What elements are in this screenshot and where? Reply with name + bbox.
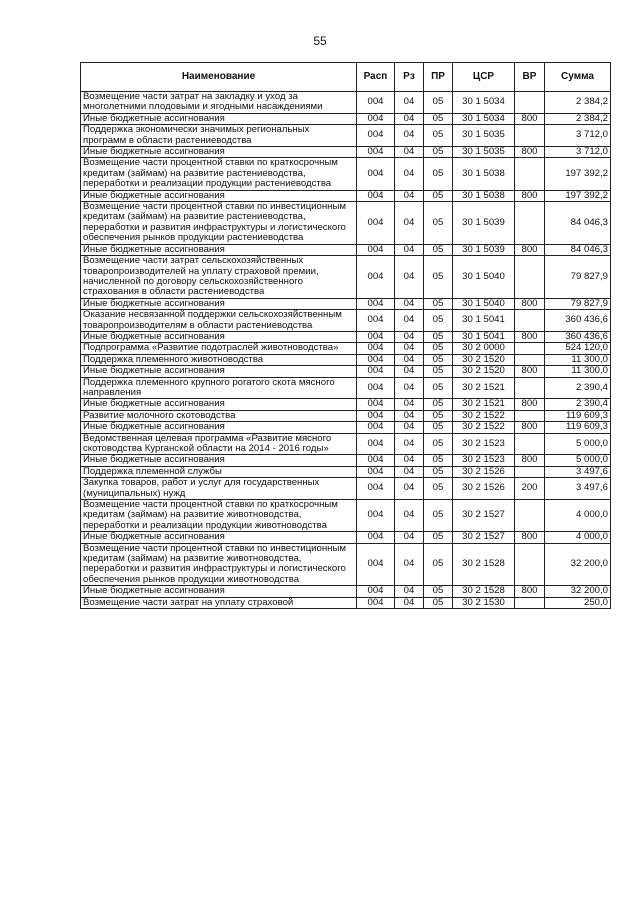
cell-vr: 800 [515,455,545,466]
cell-rz: 04 [395,597,424,608]
cell-sum: 2 390,4 [545,399,611,410]
cell-vr [515,202,545,245]
table-row [81,343,611,354]
cell-rasp: 004 [357,433,395,455]
cell-csr: 30 1 5035 [453,147,515,158]
table-row [81,354,611,365]
cell-rz: 04 [395,331,424,342]
cell-pr: 05 [424,478,453,500]
cell-pr: 05 [424,147,453,158]
cell-rz: 04 [395,298,424,309]
cell-sum: 250,0 [545,597,611,608]
cell-csr: 30 1 5040 [453,298,515,309]
cell-csr: 30 1 5040 [453,256,515,299]
cell-pr: 05 [424,433,453,455]
cell-sum: 32 200,0 [545,543,611,586]
table-row [81,310,611,332]
cell-name: Иные бюджетные ассигнования [81,455,357,466]
cell-sum: 11 300,0 [545,366,611,377]
cell-rz: 04 [395,354,424,365]
cell-rasp: 004 [357,343,395,354]
table-row [81,500,611,532]
cell-pr: 05 [424,190,453,201]
cell-name: Поддержка племенного животноводства [81,354,357,365]
cell-name: Иные бюджетные ассигнования [81,532,357,543]
cell-csr: 30 2 0000 [453,343,515,354]
table-row [81,331,611,342]
cell-csr: 30 2 1521 [453,399,515,410]
cell-name: Возмещение части затрат на уплату страховой [81,597,357,608]
cell-rasp: 004 [357,422,395,433]
cell-name: Возмещение части затрат на закладку и уход за многолетними плодовыми и ягодными насаждениями [81,92,357,114]
cell-rasp: 004 [357,244,395,255]
cell-rasp: 004 [357,92,395,114]
table-row [81,433,611,455]
cell-name: Закупка товаров, работ и услуг для государственных (муниципальных) нужд [81,478,357,500]
table-row [81,366,611,377]
cell-vr [515,500,545,532]
cell-rasp: 004 [357,543,395,586]
cell-csr: 30 2 1526 [453,466,515,477]
cell-name: Возмещение части процентной ставки по краткосрочным кредитам (займам) на развитие животноводства, переработки и реализации продукции животноводства [81,500,357,532]
cell-pr: 05 [424,202,453,245]
cell-rasp: 004 [357,113,395,124]
cell-rz: 04 [395,500,424,532]
cell-name: Иные бюджетные ассигнования [81,399,357,410]
cell-csr: 30 2 1523 [453,455,515,466]
cell-sum: 197 392,2 [545,158,611,190]
cell-name: Развитие молочного скотоводства [81,410,357,421]
cell-sum: 4 000,0 [545,532,611,543]
cell-pr: 05 [424,422,453,433]
cell-csr: 30 1 5039 [453,244,515,255]
cell-csr: 30 1 5034 [453,113,515,124]
table-row [81,92,611,114]
cell-csr: 30 1 5038 [453,190,515,201]
table-row [81,455,611,466]
cell-rasp: 004 [357,366,395,377]
cell-pr: 05 [424,377,453,399]
cell-sum: 524 120,0 [545,343,611,354]
cell-vr [515,125,545,147]
header-name: Наименование [81,63,357,92]
cell-rasp: 004 [357,399,395,410]
cell-rz: 04 [395,586,424,597]
cell-sum: 84 046,3 [545,202,611,245]
cell-sum: 360 436,6 [545,331,611,342]
cell-rz: 04 [395,125,424,147]
cell-pr: 05 [424,158,453,190]
cell-name: Иные бюджетные ассигнования [81,331,357,342]
cell-vr [515,466,545,477]
cell-name: Иные бюджетные ассигнования [81,244,357,255]
cell-rz: 04 [395,543,424,586]
cell-rasp: 004 [357,455,395,466]
table-row [81,478,611,500]
cell-sum: 79 827,9 [545,298,611,309]
cell-name: Возмещение части процентной ставки по инвестиционным кредитам (займам) на развитие растениеводства, переработки и развития инфраструктуры и логистического обеспечения рынков продукции растениеводства [81,202,357,245]
cell-name: Поддержка племенного крупного рогатого скота мясного направления [81,377,357,399]
cell-csr: 30 1 5038 [453,158,515,190]
cell-sum: 360 436,6 [545,310,611,332]
budget-table [80,62,611,609]
table-row [81,202,611,245]
cell-vr [515,354,545,365]
cell-csr: 30 1 5041 [453,310,515,332]
cell-rasp: 004 [357,354,395,365]
cell-rasp: 004 [357,125,395,147]
cell-rasp: 004 [357,532,395,543]
table-row [81,410,611,421]
cell-csr: 30 2 1520 [453,354,515,365]
cell-sum: 197 392,2 [545,190,611,201]
cell-rz: 04 [395,343,424,354]
table-row [81,399,611,410]
cell-pr: 05 [424,455,453,466]
cell-rz: 04 [395,244,424,255]
cell-pr: 05 [424,597,453,608]
cell-rasp: 004 [357,147,395,158]
cell-csr: 30 2 1528 [453,586,515,597]
cell-rasp: 004 [357,158,395,190]
cell-vr [515,256,545,299]
cell-rz: 04 [395,532,424,543]
cell-pr: 05 [424,543,453,586]
cell-sum: 2 384,2 [545,92,611,114]
cell-sum: 4 000,0 [545,500,611,532]
cell-csr: 30 2 1528 [453,543,515,586]
cell-vr [515,543,545,586]
cell-sum: 2 384,2 [545,113,611,124]
cell-rasp: 004 [357,597,395,608]
cell-rz: 04 [395,478,424,500]
cell-vr: 800 [515,298,545,309]
cell-rasp: 004 [357,298,395,309]
cell-rz: 04 [395,202,424,245]
cell-csr: 30 2 1526 [453,478,515,500]
cell-pr: 05 [424,410,453,421]
cell-sum: 3 497,6 [545,478,611,500]
cell-pr: 05 [424,113,453,124]
cell-rz: 04 [395,113,424,124]
cell-vr [515,377,545,399]
cell-vr [515,597,545,608]
table-header-row [81,63,611,92]
cell-sum: 32 200,0 [545,586,611,597]
cell-rz: 04 [395,158,424,190]
cell-pr: 05 [424,354,453,365]
cell-csr: 30 2 1527 [453,532,515,543]
cell-rz: 04 [395,366,424,377]
cell-name: Иные бюджетные ассигнования [81,113,357,124]
cell-rasp: 004 [357,202,395,245]
cell-rasp: 004 [357,256,395,299]
cell-vr: 800 [515,331,545,342]
cell-pr: 05 [424,331,453,342]
cell-name: Иные бюджетные ассигнования [81,147,357,158]
cell-sum: 3 712,0 [545,125,611,147]
cell-pr: 05 [424,92,453,114]
cell-rz: 04 [395,377,424,399]
cell-pr: 05 [424,244,453,255]
page-number: 55 [313,34,327,48]
cell-rasp: 004 [357,190,395,201]
cell-sum: 2 390,4 [545,377,611,399]
cell-vr [515,92,545,114]
cell-vr: 800 [515,190,545,201]
cell-name: Иные бюджетные ассигнования [81,422,357,433]
table-row [81,597,611,608]
cell-name: Оказание несвязанной поддержки сельскохозяйственным товаропроизводителям в области растениеводства [81,310,357,332]
cell-name: Поддержка экономически значимых региональных программ в области растениеводства [81,125,357,147]
cell-csr: 30 2 1522 [453,422,515,433]
cell-sum: 5 000,0 [545,433,611,455]
cell-sum: 3 497,6 [545,466,611,477]
cell-vr [515,410,545,421]
cell-pr: 05 [424,500,453,532]
table-row [81,466,611,477]
table-body [81,92,611,609]
cell-rz: 04 [395,147,424,158]
cell-pr: 05 [424,466,453,477]
table-row [81,532,611,543]
cell-vr: 800 [515,586,545,597]
cell-csr: 30 1 5034 [453,92,515,114]
cell-vr: 800 [515,422,545,433]
header-vr: ВР [515,63,545,92]
cell-csr: 30 2 1521 [453,377,515,399]
cell-csr: 30 1 5035 [453,125,515,147]
cell-rasp: 004 [357,500,395,532]
table-row [81,586,611,597]
header-rz: Рз [395,63,424,92]
cell-rz: 04 [395,256,424,299]
cell-vr [515,158,545,190]
cell-name: Возмещение части затрат сельскохозяйственных товаропроизводителей на уплату страховой премии, начисленной по договору сельскохозяйственного страхования в области растениеводства [81,256,357,299]
cell-vr [515,433,545,455]
cell-vr: 800 [515,366,545,377]
cell-rz: 04 [395,455,424,466]
cell-vr: 800 [515,399,545,410]
header-sum: Сумма [545,63,611,92]
cell-sum: 3 712,0 [545,147,611,158]
cell-rz: 04 [395,466,424,477]
table-row [81,298,611,309]
cell-name: Иные бюджетные ассигнования [81,190,357,201]
cell-name: Ведомственная целевая программа «Развитие мясного скотоводства Курганской области на 2014 - 2016 годы» [81,433,357,455]
cell-pr: 05 [424,399,453,410]
cell-rasp: 004 [357,310,395,332]
cell-rasp: 004 [357,377,395,399]
cell-csr: 30 1 5041 [453,331,515,342]
cell-name: Поддержка племенной службы [81,466,357,477]
table-row [81,190,611,201]
cell-csr: 30 1 5039 [453,202,515,245]
cell-pr: 05 [424,310,453,332]
cell-name: Иные бюджетные ассигнования [81,366,357,377]
cell-vr: 800 [515,147,545,158]
cell-vr: 800 [515,244,545,255]
table-row [81,158,611,190]
cell-pr: 05 [424,256,453,299]
table-row [81,147,611,158]
table-row [81,244,611,255]
header-pr: ПР [424,63,453,92]
cell-name: Иные бюджетные ассигнования [81,298,357,309]
cell-csr: 30 2 1522 [453,410,515,421]
cell-rz: 04 [395,422,424,433]
table-row [81,125,611,147]
cell-csr: 30 2 1527 [453,500,515,532]
cell-pr: 05 [424,366,453,377]
cell-name: Возмещение части процентной ставки по инвестиционным кредитам (займам) на развитие животноводства, переработки и развития инфраструктуры и логистического обеспечения рынков продукции животноводства [81,543,357,586]
table-row [81,422,611,433]
cell-name: Иные бюджетные ассигнования [81,586,357,597]
cell-sum: 11 300,0 [545,354,611,365]
cell-vr: 200 [515,478,545,500]
cell-sum: 84 046,3 [545,244,611,255]
cell-pr: 05 [424,298,453,309]
cell-rz: 04 [395,399,424,410]
cell-vr [515,343,545,354]
table-row [81,256,611,299]
cell-rasp: 004 [357,466,395,477]
cell-name: Возмещение части процентной ставки по краткосрочным кредитам (займам) на развитие растениеводства, переработки и реализации продукции растениеводства [81,158,357,190]
header-csr: ЦСР [453,63,515,92]
table-row [81,377,611,399]
cell-rz: 04 [395,310,424,332]
cell-rasp: 004 [357,586,395,597]
cell-sum: 119 609,3 [545,422,611,433]
table-row [81,113,611,124]
cell-name: Подпрограмма «Развитие подотраслей животноводства» [81,343,357,354]
cell-csr: 30 2 1520 [453,366,515,377]
cell-pr: 05 [424,343,453,354]
cell-rz: 04 [395,410,424,421]
cell-sum: 5 000,0 [545,455,611,466]
header-rasp: Расп [357,63,395,92]
cell-rasp: 004 [357,331,395,342]
cell-rz: 04 [395,190,424,201]
cell-vr: 800 [515,113,545,124]
cell-csr: 30 2 1530 [453,597,515,608]
cell-rz: 04 [395,433,424,455]
cell-vr: 800 [515,532,545,543]
cell-csr: 30 2 1523 [453,433,515,455]
cell-sum: 79 827,9 [545,256,611,299]
cell-pr: 05 [424,125,453,147]
cell-rasp: 004 [357,478,395,500]
cell-sum: 119 609,3 [545,410,611,421]
cell-rasp: 004 [357,410,395,421]
cell-rz: 04 [395,92,424,114]
cell-vr [515,310,545,332]
cell-pr: 05 [424,586,453,597]
table-row [81,543,611,586]
cell-pr: 05 [424,532,453,543]
